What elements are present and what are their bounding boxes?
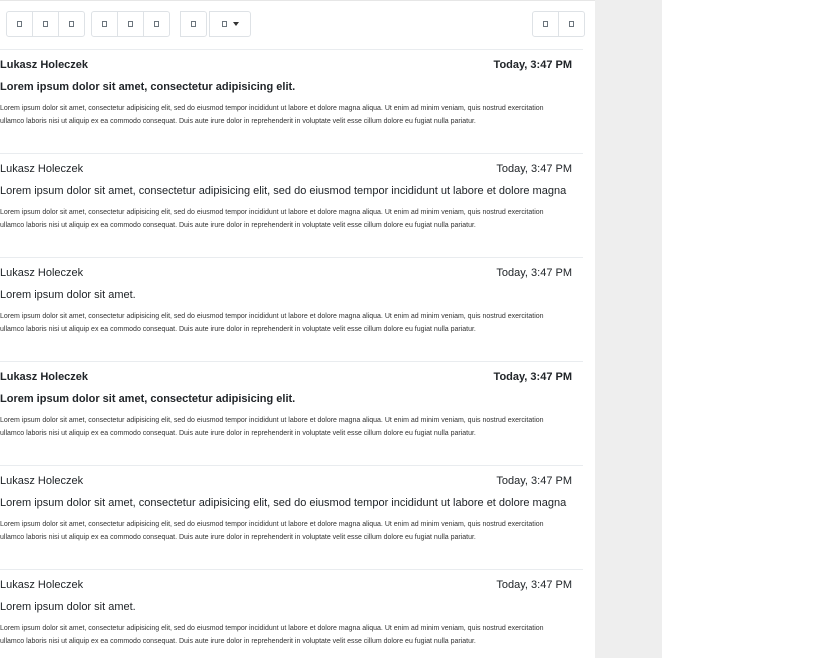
message-subject: Lorem ipsum dolor sit amet. — [0, 601, 136, 613]
archive-icon — [17, 21, 22, 27]
reply-all-icon — [128, 21, 133, 27]
message-sender: Lukasz Holeczek — [0, 371, 89, 383]
message-item[interactable] — [0, 466, 583, 570]
folder-icon — [222, 21, 227, 27]
message-preview: Lorem ipsum dolor sit amet, consectetur adipisicing elit, sed do eiusmod tempor incididunt ut labore et dolore magna aliqua. Ut enim ad minim veniam, quis nostrud exercitation ullamco laboris nisi ut aliquip ex ea commodo consequat. Duis aute irure dolor in reprehenderit in voluptate velit esse cillum dolore eu fugiat nulla pariatur. — [0, 625, 544, 645]
move-to-folder-dropdown[interactable] — [209, 11, 251, 37]
message-subject: Lorem ipsum dolor sit amet. — [0, 289, 136, 301]
previous-page-button[interactable] — [532, 11, 559, 37]
message-item[interactable] — [0, 50, 583, 154]
message-subject: Lorem ipsum dolor sit amet, consectetur adipisicing elit. — [0, 81, 296, 93]
chevron-down-icon — [233, 22, 239, 26]
message-sender: Lukasz Holeczek — [0, 163, 84, 175]
spam-icon — [43, 21, 48, 27]
message-subject: Lorem ipsum dolor sit amet, consectetur adipisicing elit, sed do eiusmod tempor incididunt ut labore et dolore magna — [0, 185, 567, 197]
message-sender: Lukasz Holeczek — [0, 579, 84, 591]
message-preview: Lorem ipsum dolor sit amet, consectetur adipisicing elit, sed do eiusmod tempor incididunt ut labore et dolore magna aliqua. Ut enim ad minim veniam, quis nostrud exercitation ullamco laboris nisi ut aliquip ex ea commodo consequat. Duis aute irure dolor in reprehenderit in voluptate velit esse cillum dolore eu fugiat nulla pariatur. — [0, 313, 544, 333]
message-preview: Lorem ipsum dolor sit amet, consectetur adipisicing elit, sed do eiusmod tempor incididunt ut labore et dolore magna aliqua. Ut enim ad minim veniam, quis nostrud exercitation ullamco laboris nisi ut aliquip ex ea commodo consequat. Duis aute irure dolor in reprehenderit in voluptate velit esse cillum dolore eu fugiat nulla pariatur. — [0, 417, 544, 437]
message-toolbar — [0, 11, 583, 39]
message-time: Today, 3:47 PM — [496, 475, 572, 487]
previous-icon — [543, 21, 548, 27]
tag-button[interactable] — [180, 11, 207, 37]
reply-icon — [102, 21, 107, 27]
archive-button[interactable] — [6, 11, 33, 37]
message-item[interactable] — [0, 154, 583, 258]
delete-button[interactable] — [58, 11, 85, 37]
message-time: Today, 3:47 PM — [493, 59, 572, 71]
message-time: Today, 3:47 PM — [496, 267, 572, 279]
toolbar-group-reply — [91, 11, 170, 37]
message-subject: Lorem ipsum dolor sit amet, consectetur adipisicing elit, sed do eiusmod tempor incididunt ut labore et dolore magna — [0, 497, 567, 509]
toolbar-group-folder — [209, 11, 251, 37]
toolbar-group-actions — [6, 11, 85, 37]
message-sender: Lukasz Holeczek — [0, 475, 84, 487]
reply-button[interactable] — [91, 11, 118, 37]
message-sender: Lukasz Holeczek — [0, 59, 89, 71]
forward-button[interactable] — [143, 11, 170, 37]
message-item[interactable] — [0, 258, 583, 362]
trash-icon — [69, 21, 74, 27]
next-icon — [569, 21, 574, 27]
message-preview: Lorem ipsum dolor sit amet, consectetur adipisicing elit, sed do eiusmod tempor incididunt ut labore et dolore magna aliqua. Ut enim ad minim veniam, quis nostrud exercitation ullamco laboris nisi ut aliquip ex ea commodo consequat. Duis aute irure dolor in reprehenderit in voluptate velit esse cillum dolore eu fugiat nulla pariatur. — [0, 521, 544, 541]
spam-button[interactable] — [32, 11, 59, 37]
message-preview: Lorem ipsum dolor sit amet, consectetur adipisicing elit, sed do eiusmod tempor incididunt ut labore et dolore magna aliqua. Ut enim ad minim veniam, quis nostrud exercitation ullamco laboris nisi ut aliquip ex ea commodo consequat. Duis aute irure dolor in reprehenderit in voluptate velit esse cillum dolore eu fugiat nulla pariatur. — [0, 209, 544, 229]
message-item[interactable] — [0, 570, 583, 658]
content-background — [595, 0, 662, 658]
message-sender: Lukasz Holeczek — [0, 267, 84, 279]
message-time: Today, 3:47 PM — [496, 163, 572, 175]
toolbar-group-tag — [180, 11, 207, 37]
tag-icon — [191, 21, 196, 27]
message-subject: Lorem ipsum dolor sit amet, consectetur adipisicing elit. — [0, 393, 296, 405]
next-page-button[interactable] — [558, 11, 585, 37]
toolbar-group-pagination — [532, 11, 585, 37]
message-item[interactable] — [0, 362, 583, 466]
forward-icon — [154, 21, 159, 27]
panel-top-border — [0, 0, 595, 1]
message-time: Today, 3:47 PM — [493, 371, 572, 383]
reply-all-button[interactable] — [117, 11, 144, 37]
message-time: Today, 3:47 PM — [496, 579, 572, 591]
message-preview: Lorem ipsum dolor sit amet, consectetur adipisicing elit, sed do eiusmod tempor incididunt ut labore et dolore magna aliqua. Ut enim ad minim veniam, quis nostrud exercitation ullamco laboris nisi ut aliquip ex ea commodo consequat. Duis aute irure dolor in reprehenderit in voluptate velit esse cillum dolore eu fugiat nulla pariatur. — [0, 105, 544, 125]
